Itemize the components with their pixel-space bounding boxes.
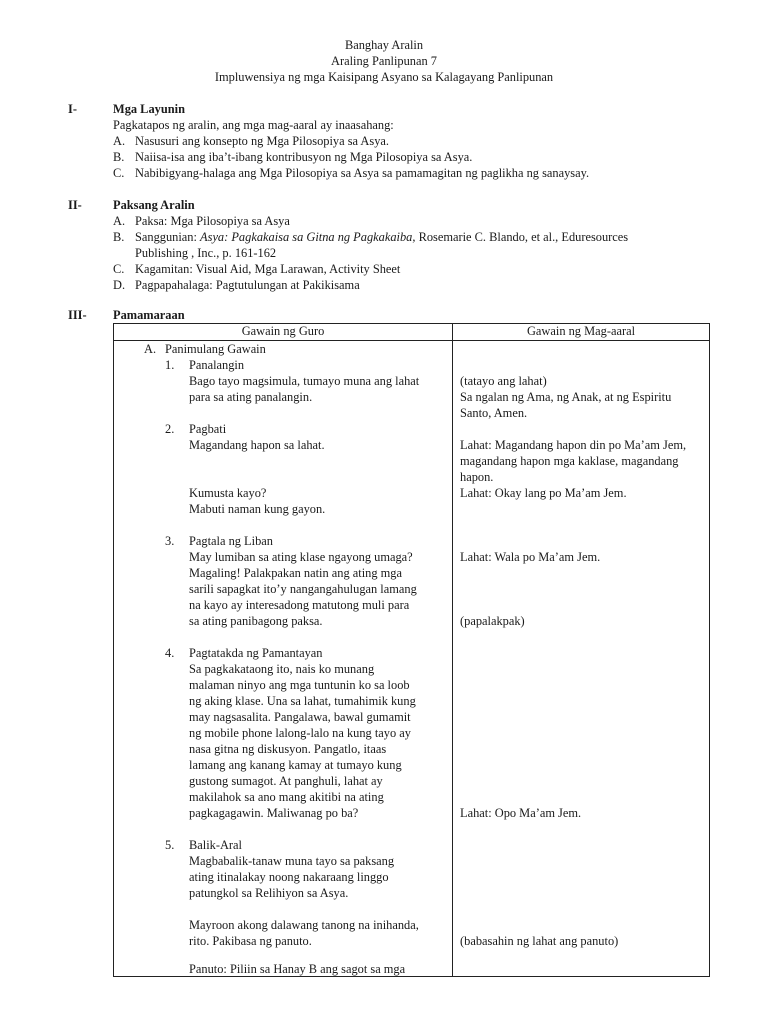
teacher-line: sa ating panibagong paksa. bbox=[189, 614, 323, 628]
teacher-line: malaman ninyo ang mga tuntunin ko sa loob bbox=[189, 678, 410, 692]
student-line: Lahat: Okay lang po Ma’am Jem. bbox=[460, 486, 627, 500]
student-line: (babasahin ng lahat ang panuto) bbox=[460, 934, 619, 948]
teacher-line: pagkagagawin. Maliwanag po ba? bbox=[189, 806, 359, 820]
teacher-line: para sa ating panalangin. bbox=[189, 390, 313, 404]
teacher-line: ng aking klase. Una sa lahat, tumahimik kung bbox=[189, 694, 416, 708]
teacher-line: Kumusta kayo? bbox=[189, 486, 267, 500]
step-4-number: 4. bbox=[165, 646, 175, 660]
objective-b-text: Naiisa-isa ang iba’t-ibang kontribusyon ng Mga Pilosopiya sa Asya. bbox=[135, 150, 473, 164]
teacher-line: Mayroon akong dalawang tanong na inihanda, bbox=[189, 918, 419, 932]
doc-topic: Impluwensiya ng mga Kaisipang Asyano sa Kalagayang Panlipunan bbox=[214, 70, 554, 84]
procedure-table bbox=[113, 323, 710, 977]
student-line: Lahat: Wala po Ma’am Jem. bbox=[460, 550, 601, 564]
doc-subject: Araling Panlipunan 7 bbox=[331, 54, 437, 68]
student-line: Santo, Amen. bbox=[460, 406, 528, 420]
objective-a-text: Nasusuri ang konsepto ng Mga Pilosopiya sa Asya. bbox=[135, 134, 389, 148]
step-3-number: 3. bbox=[165, 534, 175, 548]
section-1-title: Mga Layunin bbox=[113, 102, 185, 116]
teacher-line: nasa gitna ng diskusyon. Pangatlo, itaas bbox=[189, 742, 387, 756]
subject-b-label: B. bbox=[113, 230, 125, 244]
doc-title: Banghay Aralin bbox=[344, 38, 424, 52]
teacher-line: patungkol sa Relihiyon sa Asya. bbox=[189, 886, 349, 900]
teacher-line: ating itinalakay noong nakaraang linggo bbox=[189, 870, 389, 884]
teacher-line: lamang ang kanang kamay at tumayo kung bbox=[189, 758, 402, 772]
teacher-line: Mabuti naman kung gayon. bbox=[189, 502, 326, 516]
teacher-line: ng mobile phone lalong-lalo na kung tayo ay bbox=[189, 726, 411, 740]
reference-authors: Rosemarie C. Blando, et al., Eduresources bbox=[415, 230, 629, 244]
part-a-label: A. bbox=[144, 342, 157, 356]
objective-c-text: Nabibigyang-halaga ang Mga Pilosopiya sa Asya sa pamamagitan ng paglikha ng sanaysay. bbox=[135, 166, 590, 180]
subject-b-text-line2: Publishing , Inc., p. 161-162 bbox=[135, 246, 277, 260]
subject-a-text: Paksa: Mga Pilosopiya sa Asya bbox=[135, 214, 290, 228]
student-line: Sa ngalan ng Ama, ng Anak, at ng Espiritu bbox=[460, 390, 672, 404]
teacher-line: Magandang hapon sa lahat. bbox=[189, 438, 325, 452]
student-line: (tatayo ang lahat) bbox=[460, 374, 547, 388]
section-3-number: III- bbox=[68, 308, 87, 322]
part-a-title: Panimulang Gawain bbox=[165, 342, 266, 356]
step-1-number: 1. bbox=[165, 358, 175, 372]
step-5-number: 5. bbox=[165, 838, 175, 852]
objective-b-label: B. bbox=[113, 150, 125, 164]
step-2-number: 2. bbox=[165, 422, 175, 436]
subject-c-text: Kagamitan: Visual Aid, Mga Larawan, Activity Sheet bbox=[135, 262, 401, 276]
teacher-line: na kayo ay interesadong matutong muli para bbox=[189, 598, 410, 612]
teacher-line: may nagsasalita. Pangalawa, bawal gumamit bbox=[189, 710, 411, 724]
teacher-line: rito. Pakibasa ng panuto. bbox=[189, 934, 312, 948]
section-1-intro: Pagkatapos ng aralin, ang mga mag-aaral ay inaasahang: bbox=[113, 118, 394, 132]
section-2-title: Paksang Aralin bbox=[113, 198, 195, 212]
student-line: magandang hapon mga kaklase, magandang bbox=[460, 454, 679, 468]
section-3-title: Pamamaraan bbox=[113, 308, 185, 322]
teacher-line: Panuto: Piliin sa Hanay B ang sagot sa mga bbox=[189, 962, 406, 976]
teacher-line: Sa pagkakataong ito, nais ko munang bbox=[189, 662, 375, 676]
subject-d-text: Pagpapahalaga: Pagtutulungan at Pakikisama bbox=[135, 278, 360, 292]
teacher-line: Magaling! Palakpakan natin ang ating mga bbox=[189, 566, 402, 580]
reference-prefix: Sanggunian: bbox=[135, 230, 201, 244]
teacher-line: Bago tayo magsimula, tumayo muna ang lahat bbox=[189, 374, 420, 388]
header-divider bbox=[114, 340, 709, 341]
step-4-title: Pagtatakda ng Pamantayan bbox=[189, 646, 323, 660]
subject-b-text bbox=[135, 230, 628, 246]
teacher-line: gustong sumagot. At panghuli, lahat ay bbox=[189, 774, 383, 788]
column-divider bbox=[452, 324, 453, 976]
step-3-title: Pagtala ng Liban bbox=[189, 534, 273, 548]
teacher-line: makilahok sa ano mang akitibi na ating bbox=[189, 790, 384, 804]
objective-a-label: A. bbox=[113, 134, 126, 148]
section-1-number: I- bbox=[68, 102, 77, 116]
reference-book-title: Asya: Pagkakaisa sa Gitna ng Pagkakaiba, bbox=[200, 230, 416, 244]
teacher-line: Magbabalik-tanaw muna tayo sa paksang bbox=[189, 854, 395, 868]
column-header-magaaral: Gawain ng Mag-aaral bbox=[526, 324, 636, 338]
section-2-number: II- bbox=[68, 198, 82, 212]
subject-d-label: D. bbox=[113, 278, 126, 292]
teacher-line: sarili sapagkat ito’y nangangahulugan lamang bbox=[189, 582, 417, 596]
subject-c-label: C. bbox=[113, 262, 125, 276]
student-line: hapon. bbox=[460, 470, 494, 484]
objective-c-label: C. bbox=[113, 166, 125, 180]
subject-a-label: A. bbox=[113, 214, 126, 228]
student-line: (papalakpak) bbox=[460, 614, 525, 628]
column-header-guro: Gawain ng Guro bbox=[241, 324, 325, 338]
student-line: Lahat: Magandang hapon din po Ma’am Jem, bbox=[460, 438, 687, 452]
teacher-line: May lumiban sa ating klase ngayong umaga? bbox=[189, 550, 413, 564]
step-5-title: Balik-Aral bbox=[189, 838, 242, 852]
step-1-title: Panalangin bbox=[189, 358, 245, 372]
student-line: Lahat: Opo Ma’am Jem. bbox=[460, 806, 582, 820]
step-2-title: Pagbati bbox=[189, 422, 227, 436]
